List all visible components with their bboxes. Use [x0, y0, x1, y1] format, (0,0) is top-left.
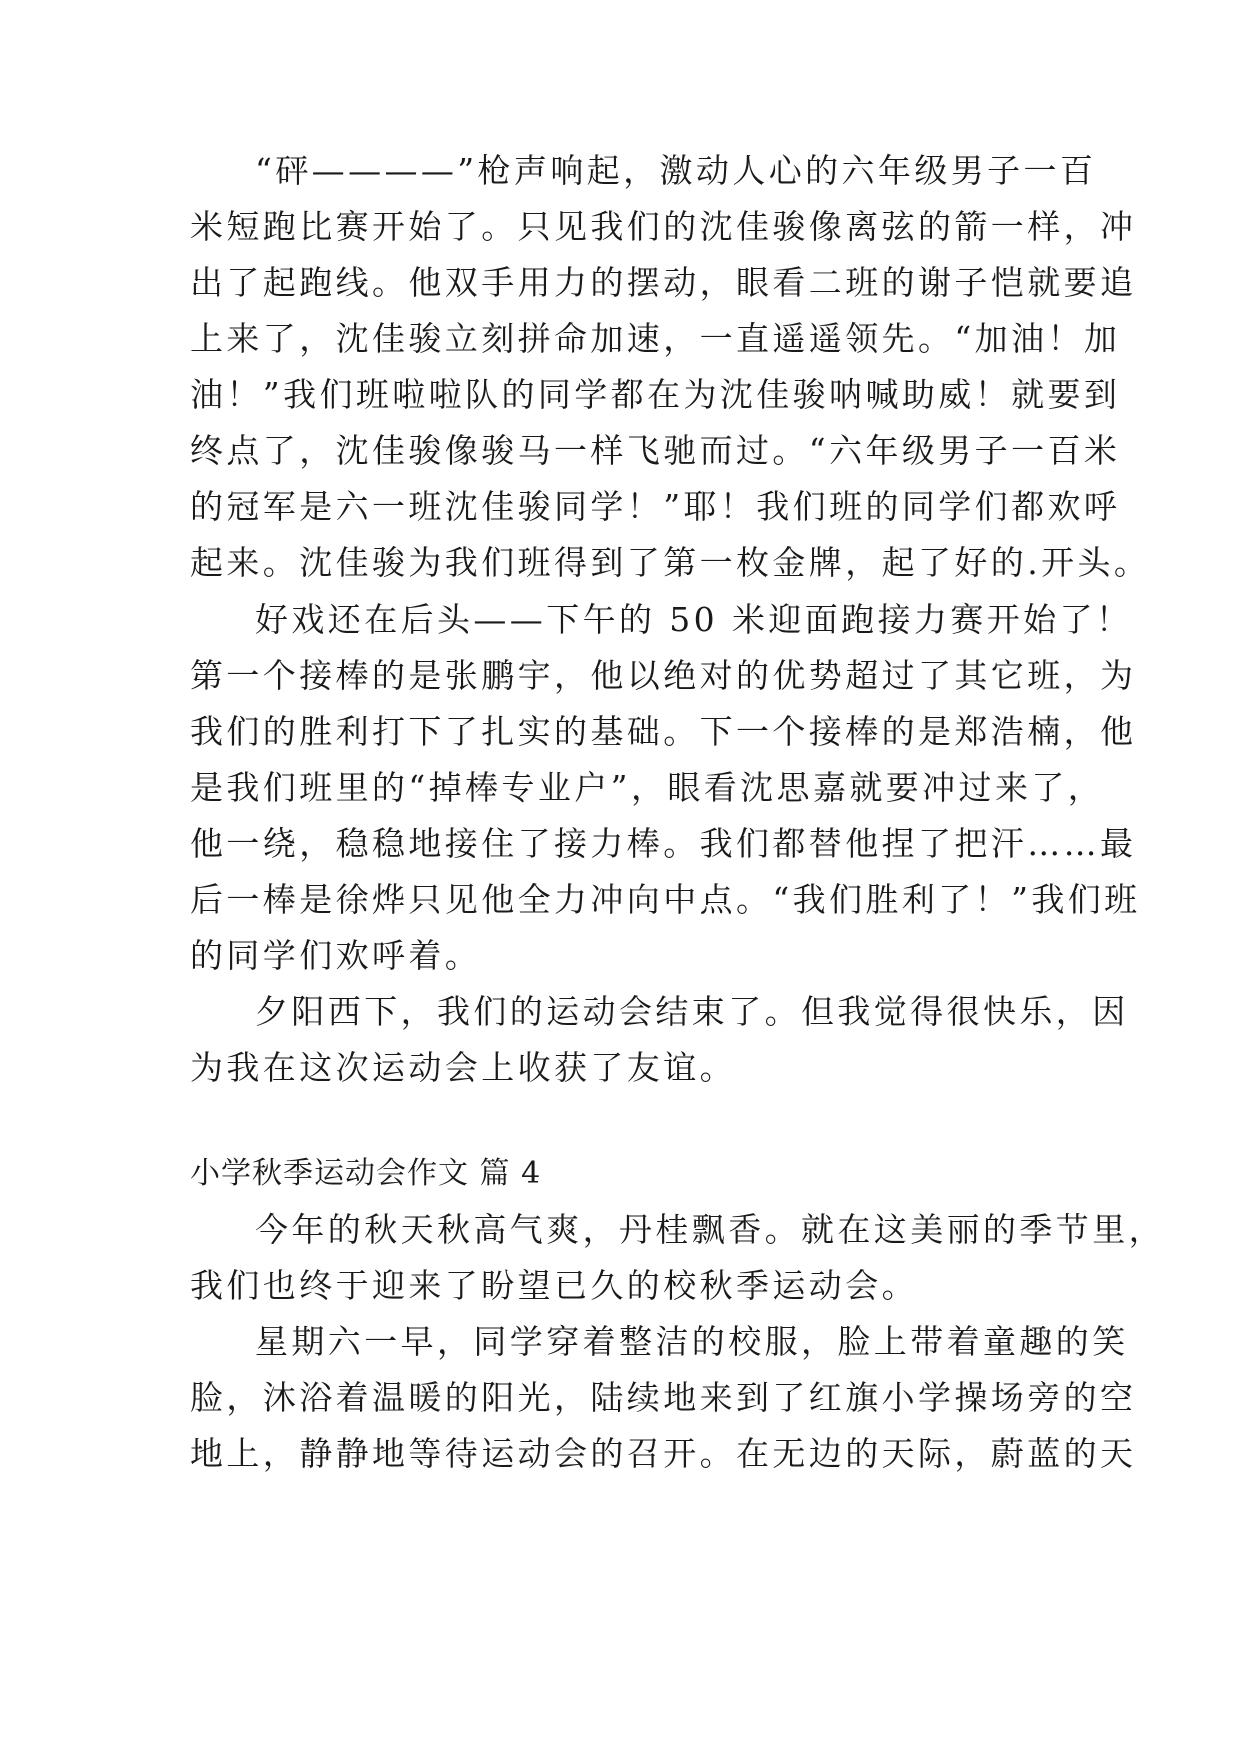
- paragraph-line: 出了起跑线。他双手用力的摆动，眼看二班的谢子恺就要追: [190, 263, 1137, 302]
- paragraph-line: 我们也终于迎来了盼望已久的校秋季运动会。: [190, 1266, 918, 1305]
- paragraph-line: 我们的胜利打下了扎实的基础。下一个接棒的是郑浩楠，他: [190, 712, 1137, 751]
- paragraph-line: 油！”我们班啦啦队的同学都在为沈佳骏呐喊助威！就要到: [190, 375, 1121, 414]
- paragraph-line: 夕阳西下，我们的运动会结束了。但我觉得很快乐，因: [255, 992, 1129, 1031]
- paragraph-line: 地上，静静地等待运动会的召开。在无边的天际，蔚蓝的天: [190, 1434, 1137, 1473]
- paragraph-line: 星期六一早，同学穿着整洁的校服，脸上带着童趣的笑: [255, 1322, 1129, 1361]
- paragraph-line: 他一绕，稳稳地接住了接力棒。我们都替他捏了把汗……最: [190, 824, 1137, 863]
- paragraph-line: 的冠军是六一班沈佳骏同学！”耶！我们班的同学们都欢呼: [190, 487, 1121, 526]
- paragraph-line: 起来。沈佳骏为我们班得到了第一枚金牌，起了好的.开头。: [190, 543, 1151, 582]
- paragraph-line: 终点了，沈佳骏像骏马一样飞驰而过。“六年级男子一百米: [190, 431, 1121, 470]
- paragraph-line: 为我在这次运动会上收获了友谊。: [190, 1048, 736, 1087]
- paragraph-line: 第一个接棒的是张鹏宇，他以绝对的优势超过了其它班，为: [190, 656, 1137, 695]
- paragraph-line: 的同学们欢呼着。: [190, 936, 482, 975]
- section-heading: 小学秋季运动会作文 篇 4: [190, 1156, 542, 1191]
- paragraph-line: 上来了，沈佳骏立刻拼命加速，一直遥遥领先。“加油！加: [190, 319, 1121, 358]
- paragraph-line: 好戏还在后头——下午的 50 米迎面跑接力赛开始了！: [255, 600, 1133, 639]
- paragraph-line: 后一棒是徐烨只见他全力冲向中点。“我们胜利了！”我们班: [190, 880, 1141, 919]
- paragraph-line: 米短跑比赛开始了。只见我们的沈佳骏像离弦的箭一样，冲: [190, 207, 1137, 246]
- paragraph-line: “砰————”枪声响起，激动人心的六年级男子一百: [255, 151, 1097, 190]
- paragraph-line: 今年的秋天秋高气爽，丹桂飘香。就在这美丽的季节里，: [255, 1210, 1165, 1249]
- paragraph-line: 脸，沐浴着温暖的阳光，陆续地来到了红旗小学操场旁的空: [190, 1378, 1137, 1417]
- paragraph-line: 是我们班里的“掉棒专业户”，眼看沈思嘉就要冲过来了，: [190, 768, 1105, 807]
